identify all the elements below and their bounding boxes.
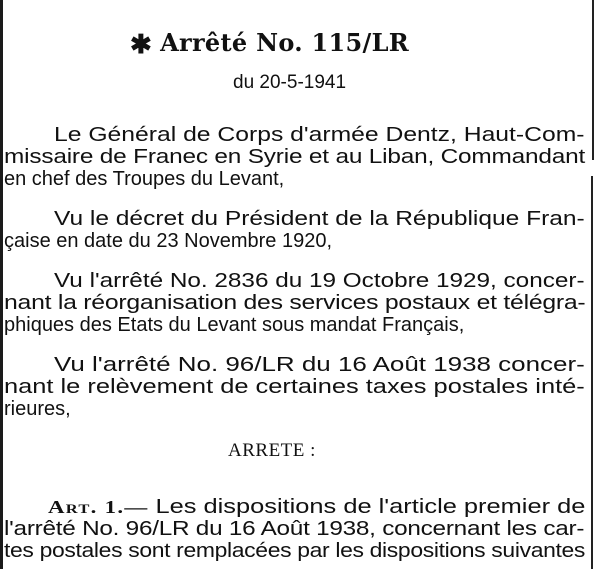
paragraph-1-line-1: Le Général de Corps d'armée Dentz, Haut-Com-	[54, 124, 585, 146]
article-1-line-1	[48, 496, 585, 518]
paragraph-1-line-2: missaire de Franec en Syrie et au Liban, Commandant	[4, 146, 586, 168]
section-heading: ARRETE :	[228, 440, 316, 461]
column-rule-bottom	[591, 176, 593, 569]
paragraph-3-line-2: nant la réorganisation des services postaux et télégra-	[4, 292, 586, 314]
column-rule-top	[592, 0, 594, 160]
document-date: du 20-5-1941	[233, 72, 347, 93]
article-1-line-3: tes postales sont remplacées par les dispositions suivantes	[4, 540, 586, 562]
paragraph-4-line-1: Vu l'arrêté No. 96/LR du 16 Août 1938 concer-	[54, 354, 585, 376]
article-label: Art. 1.—	[48, 497, 149, 517]
paragraph-3-line-3: phiques des Etats du Levant sous mandat Français,	[4, 314, 465, 336]
article-1-line-2: l'arrêté No. 96/LR du 16 Août 1938, concernant les car-	[4, 518, 585, 540]
paragraph-1-line-3: en chef des Troupes du Levant,	[4, 168, 285, 190]
scan-left-edge	[0, 0, 3, 569]
article-1-text-1: Les dispositions de l'article premier de	[155, 496, 586, 518]
title-text: Arrêté No. 115/LR	[160, 28, 410, 57]
asterisk-icon: ✱	[130, 30, 153, 60]
paragraph-2-line-2: çaise en date du 23 Novembre 1920,	[4, 230, 332, 252]
paragraph-4-line-2: nant le relèvement de certaines taxes postales inté-	[4, 376, 585, 398]
paragraph-3-line-1: Vu l'arrêté No. 2836 du 19 Octobre 1929, concer-	[54, 270, 585, 292]
paragraph-4-line-3: rieures,	[4, 398, 71, 420]
paragraph-2-line-1: Vu le décret du Président de la République Fran-	[54, 208, 585, 230]
document-title	[130, 28, 409, 58]
